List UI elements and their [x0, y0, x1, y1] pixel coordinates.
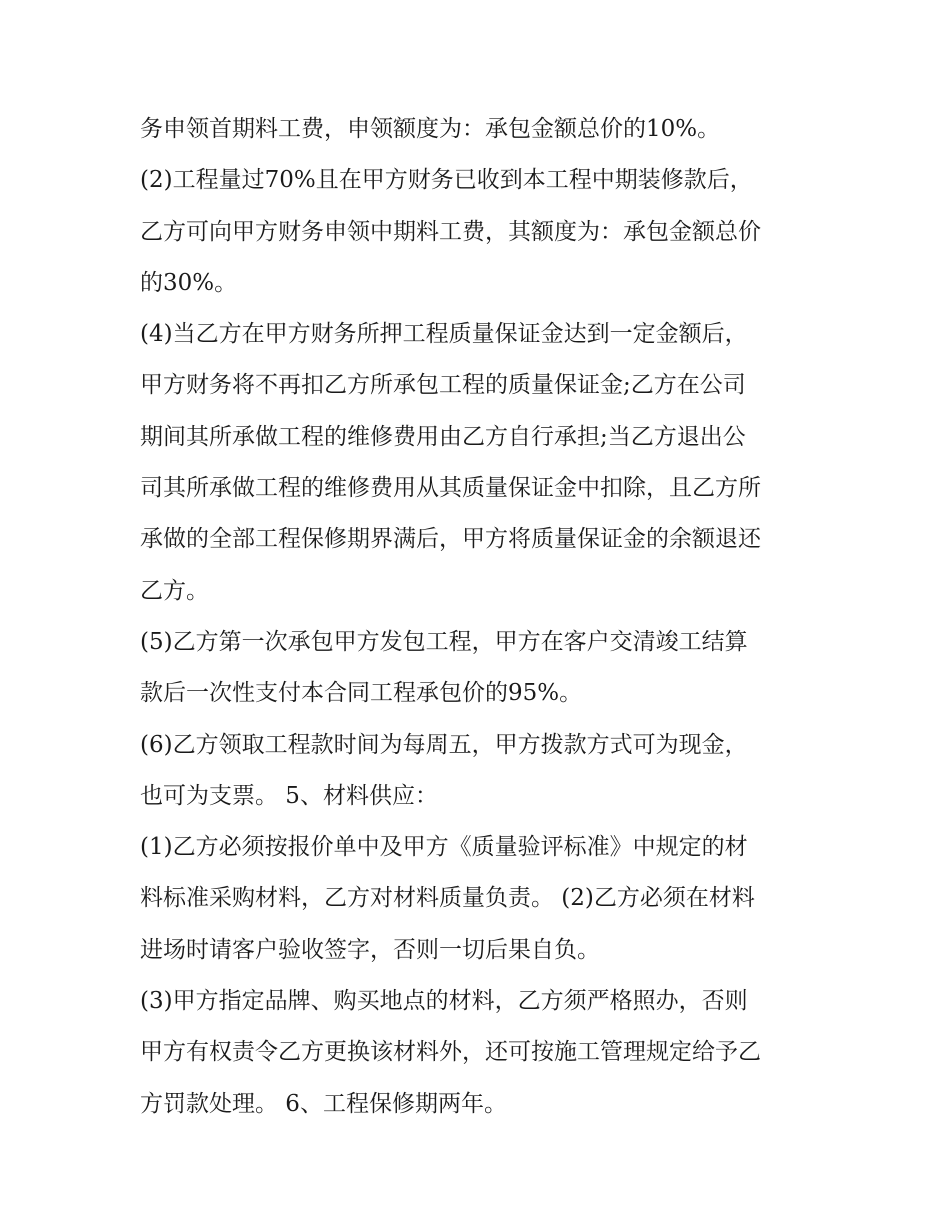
text-line: (1)乙方必须按报价单中及甲方《质量验评标准》中规定的材 — [140, 834, 748, 861]
text-line: 乙方可向甲方财务申领中期料工费，其额度为：承包金额总价 — [140, 218, 761, 245]
text-line: 承做的全部工程保修期界满后，甲方将质量保证金的余额退还 — [140, 526, 761, 553]
text-line: 甲方有权责令乙方更换该材料外，还可按施工管理规定给予乙 — [140, 1039, 761, 1066]
text-line: (3)甲方指定品牌、购买地点的材料，乙方须严格照办，否则 — [140, 988, 748, 1015]
text-line: (2)工程量过70%且在甲方财务已收到本工程中期装修款后， — [140, 167, 753, 194]
text-line: 款后一次性支付本合同工程承包价的95%。 — [140, 680, 583, 707]
text-line: 的30%。 — [140, 269, 238, 296]
text-line: (6)乙方领取工程款时间为每周五，甲方拨款方式可为现金， — [140, 731, 748, 758]
text-line: 务申领首期料工费，申领额度为：承包金额总价的10%。 — [140, 116, 721, 142]
text-line: 期间其所承做工程的维修费用由乙方自行承担;当乙方退出公 — [140, 423, 746, 450]
text-line: (4)当乙方在甲方财务所押工程质量保证金达到一定金额后， — [140, 321, 748, 348]
text-line: 乙方。 — [140, 577, 209, 604]
text-line: 也可为支票。 5、材料供应： — [140, 782, 438, 809]
contract-text-body — [140, 104, 820, 1130]
text-line: (5)乙方第一次承包甲方发包工程，甲方在客户交清竣工结算 — [140, 628, 748, 655]
text-line: 料标准采购材料，乙方对材料质量负责。 (2)乙方必须在材料 — [140, 885, 755, 912]
text-line: 进场时请客户验收签字，否则一切后果自负。 — [140, 936, 600, 963]
text-line: 司其所承做工程的维修费用从其质量保证金中扣除，且乙方所 — [140, 475, 761, 502]
text-line: 方罚款处理。 6、工程保修期两年。 — [140, 1090, 507, 1117]
text-line: 甲方财务将不再扣乙方所承包工程的质量保证金;乙方在公司 — [140, 372, 746, 399]
